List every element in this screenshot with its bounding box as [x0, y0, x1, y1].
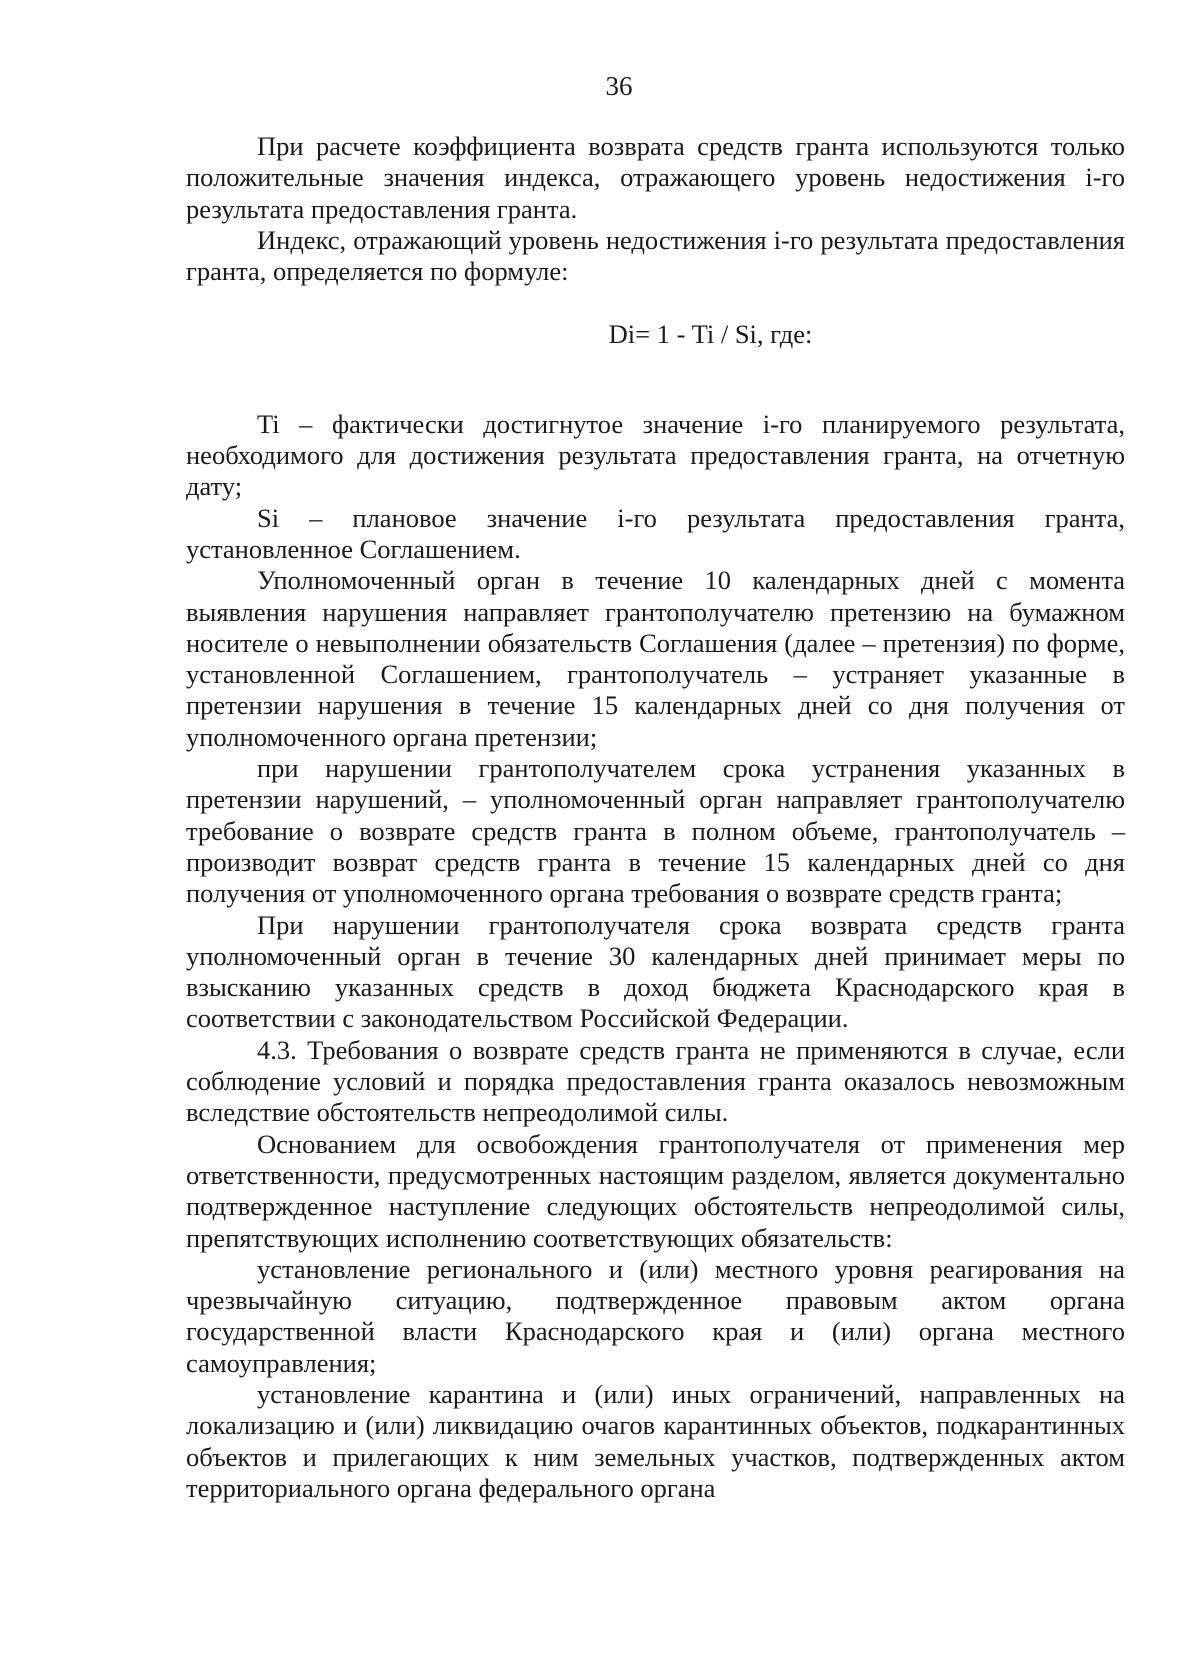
formula: Di= 1 - Ti / Si, где:: [608, 319, 813, 350]
paragraph-claim-procedure: Уполномоченный орган в течение 10 календарных дней с момента выявления нарушения направляет грантополучателю претензию на бумажном носителе о невыполнении обязательств Соглашения (далее – претензия) по форме, установленной Соглашением, грантополучатель – устраняет указанные в претензии нарушения в течение 15 календарных дней со дня получения от уполномоченного органа претензии;: [186, 565, 1125, 752]
paragraph-ti-definition: Ti – фактически достигнутое значение i-го планируемого результата, необходимого для достижения результата предоставления гранта, на отчетную дату;: [186, 408, 1125, 502]
paragraph-quarantine: установление карантина и (или) иных ограничений, направленных на локализацию и (или) ликвидацию очагов карантинных объектов, подкарантинных объектов и прилегающих к ним земельных участков, подтвержденных актом территориального органа федерального органа: [186, 1378, 1125, 1503]
document-body: [186, 131, 1125, 1504]
paragraph-refund-requirement: при нарушении грантополучателем срока устранения указанных в претензии нарушений, – уполномоченный орган направляет грантополучателю требование о возврате средств гранта в полном объеме, грантополучатель – производит возврат средств гранта в течение 15 календарных дней со дня получения от уполномоченного органа требования о возврате средств гранта;: [186, 753, 1125, 909]
paragraph-emergency-response: установление регионального и (или) местного уровня реагирования на чрезвычайную ситуацию, подтвержденное правовым актом органа государственной власти Краснодарского края и (или) органа местного самоуправления;: [186, 1253, 1125, 1378]
paragraph-force-majeure-grounds: Основанием для освобождения грантополучателя от применения мер ответственности, предусмотренных настоящим разделом, является документально подтвержденное наступление следующих обстоятельств непреодолимой силы, препятствующих исполнению соответствующих обязательств:: [186, 1128, 1125, 1253]
paragraph-coefficient-note: При расчете коэффициента возврата средств гранта используются только положительные значения индекса, отражающего уровень недостижения i-го результата предоставления гранта.: [186, 131, 1125, 224]
paragraph-recovery-measures: При нарушении грантополучателя срока возврата средств гранта уполномоченный орган в течение 30 календарных дней принимает меры по взысканию указанных средств в доход бюджета Краснодарского края в соответствии с законодательством Российской Федерации.: [186, 909, 1125, 1034]
paragraph-section-4-3: 4.3. Требования о возврате средств гранта не применяются в случае, если соблюдение условий и порядка предоставления гранта оказалось невозможным вследствие обстоятельств непреодолимой силы.: [186, 1034, 1125, 1128]
paragraph-si-definition: Si – плановое значение i-го результата предоставления гранта, установленное Соглашением.: [186, 502, 1125, 564]
page-number: 36: [605, 71, 633, 101]
paragraph-index-definition: Индекс, отражающий уровень недостижения i-го результата предоставления гранта, определяется по формуле:: [186, 224, 1125, 287]
